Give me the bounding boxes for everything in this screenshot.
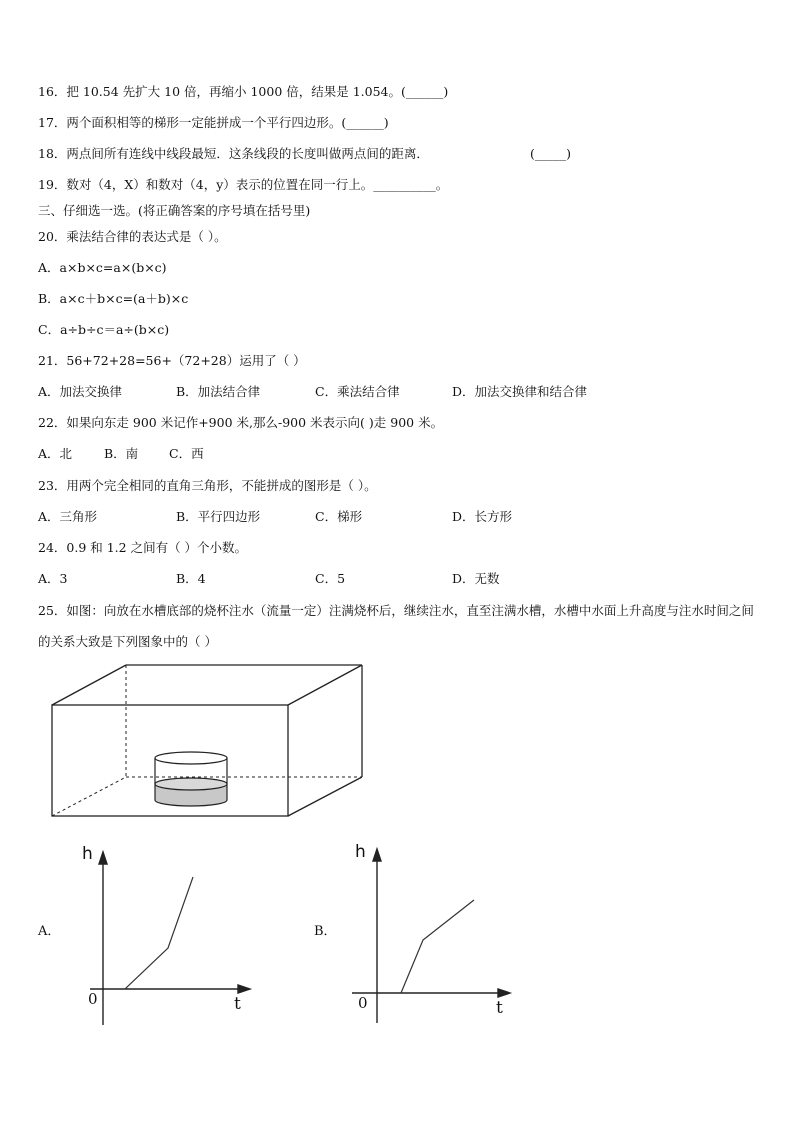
graph-b-label: B．	[314, 924, 337, 939]
graph-a-origin-label: 0	[88, 990, 98, 1008]
question-19: 19．数对（4，X）和数对（4，y）表示的位置在同一行上。__________。	[38, 177, 449, 192]
question-22-option-a: A．北	[38, 446, 73, 461]
question-20-option-b: B．a×c＋b×c=(a＋b)×c	[38, 291, 189, 306]
question-21: 21．56+72+28=56+（72+28）运用了（ ）	[38, 353, 306, 368]
question-22: 22．如果向东走 900 米记作+900 米,那么-900 米表示向( )走 900 米。	[38, 415, 444, 430]
question-21-option-c: C．乘法结合律	[315, 384, 400, 399]
graph-a-t-axis-label: t	[234, 994, 241, 1014]
question-24-option-b: B．4	[176, 571, 206, 586]
question-23-option-a: A．三角形	[38, 509, 98, 524]
question-22-option-b: B．南	[104, 446, 139, 461]
graph-b-t-axis-label: t	[496, 998, 503, 1018]
question-24: 24．0.9 和 1.2 之间有（ ）个小数。	[38, 540, 248, 555]
section-3-heading: 三、仔细选一选。(将正确答案的序号填在括号里)	[38, 203, 311, 218]
question-20: 20．乘法结合律的表达式是（ ）。	[38, 229, 227, 244]
graph-b-origin-label: 0	[358, 994, 368, 1012]
question-21-option-a: A．加法交换律	[38, 384, 123, 399]
question-23-option-c: C．梯形	[315, 509, 363, 524]
question-16: 16．把 10.54 先扩大 10 倍，再缩小 1000 倍，结果是 1.054。(______)	[38, 84, 449, 99]
question-24-option-c: C．5	[315, 571, 346, 586]
graph-a-label: A．	[38, 924, 61, 939]
question-18-blank: (_____)	[530, 146, 572, 161]
question-23: 23．用两个完全相同的直角三角形，不能拼成的图形是（ ）。	[38, 478, 377, 493]
graph-b-h-axis-label: h	[355, 842, 366, 862]
question-21-option-b: B．加法结合律	[176, 384, 261, 399]
question-23-option-b: B．平行四边形	[176, 509, 261, 524]
question-21-option-d: D．加法交换律和结合律	[452, 384, 588, 399]
question-24-option-a: A．3	[38, 571, 68, 586]
question-25: 25．如图：向放在水槽底部的烧杯注水（流量一定）注满烧杯后，继续注水，直至注满水槽，水槽中水面上升高度与注水时间之间的关系大致是下列图象中的（ ）	[38, 603, 754, 649]
beaker	[155, 752, 227, 806]
graph-a	[80, 845, 270, 1030]
graph-b-curve	[401, 900, 474, 993]
question-22-option-c: C．西	[169, 446, 204, 461]
graph-a-h-axis-label: h	[82, 844, 93, 864]
question-24-option-d: D．无数	[452, 571, 500, 586]
question-20-option-c: C．a÷b÷c＝a÷(b×c)	[38, 322, 170, 337]
question-18: 18．两点间所有连线中线段最短．这条线段的长度叫做两点间的距离．	[38, 146, 429, 161]
question-23-option-d: D．长方形	[452, 509, 513, 524]
question-17: 17．两个面积相等的梯形一定能拼成一个平行四边形。(______)	[38, 115, 389, 130]
water-tank-diagram	[44, 660, 374, 825]
question-20-option-a: A．a×b×c=a×(b×c)	[38, 260, 167, 275]
graph-a-curve	[125, 877, 193, 989]
